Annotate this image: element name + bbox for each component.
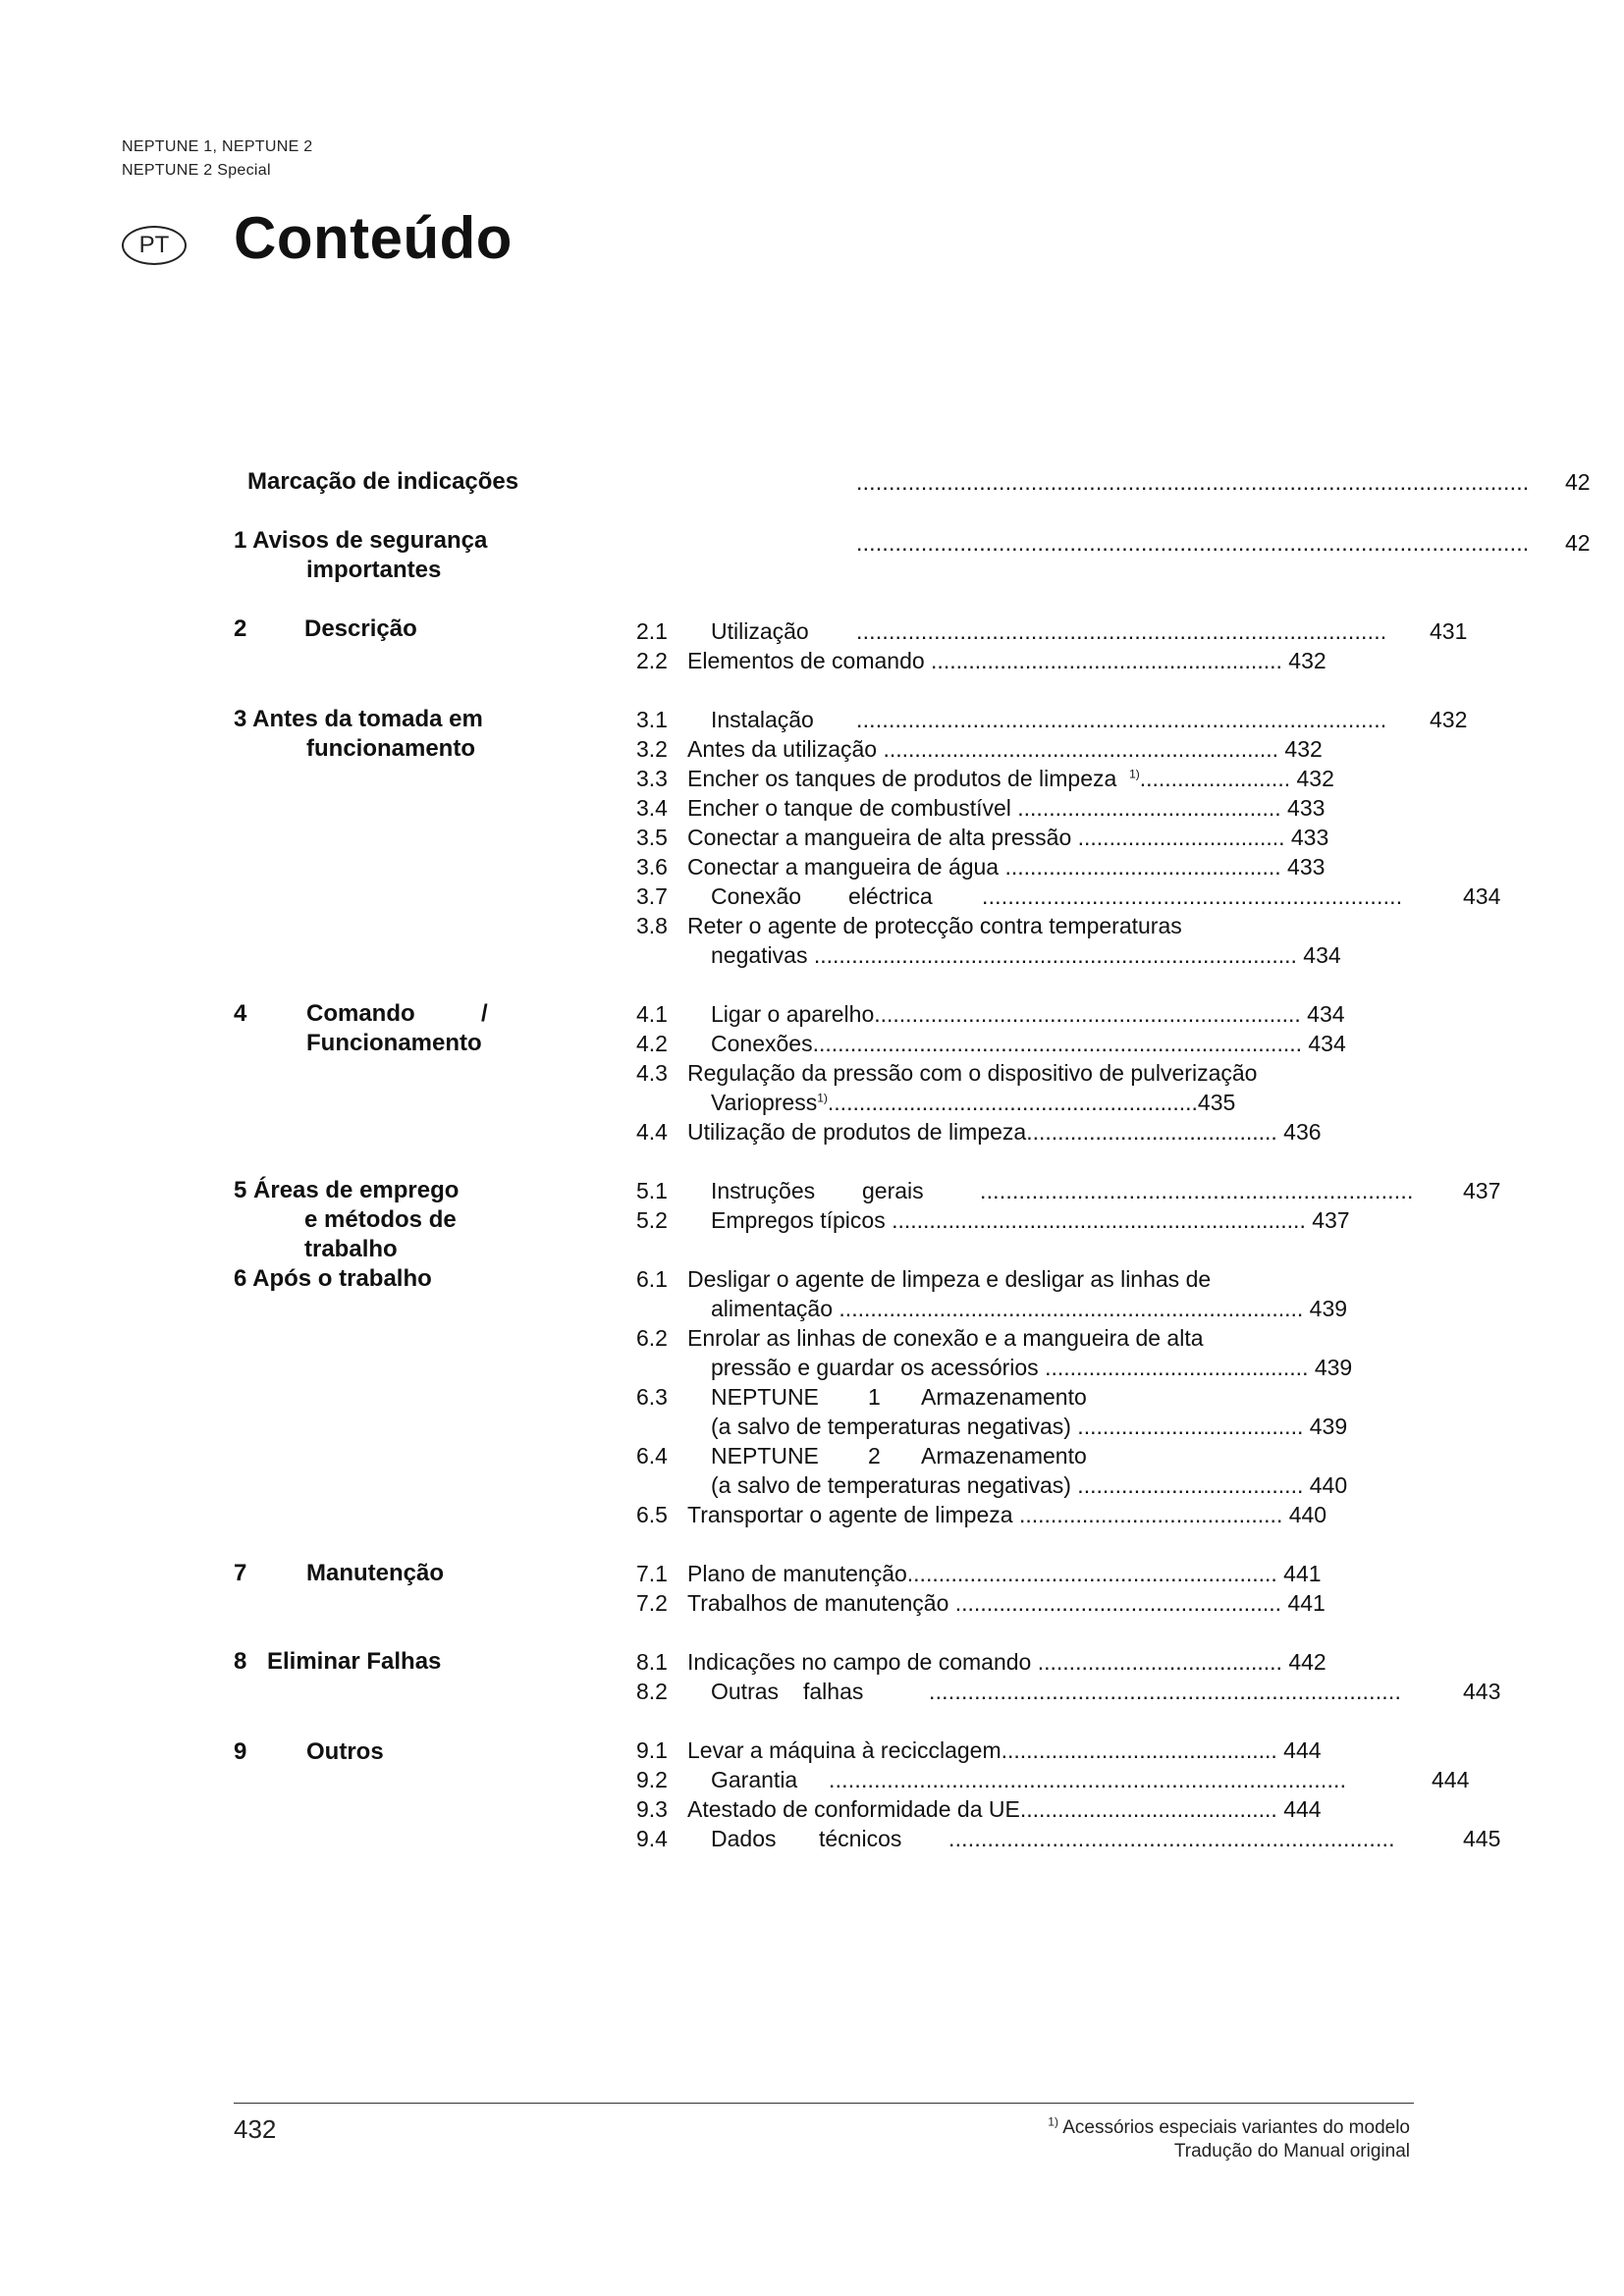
toc-item-8-2-num: 8.2 — [636, 1679, 668, 1704]
model-line-2: NEPTUNE 2 Special — [122, 162, 271, 179]
toc-item-4-4-num: 4.4 — [636, 1119, 668, 1145]
toc-item-2-1-num: 2.1 — [636, 618, 668, 644]
toc-item-9-2-word-a: Garantia — [711, 1767, 798, 1792]
toc-section-5-cont-1: e métodos de — [304, 1206, 457, 1233]
toc-section-4-slash: / — [481, 1000, 488, 1027]
toc-front-marking-page: 42 — [1565, 469, 1591, 495]
toc-item-3-8-cont: negativas ............................................................................. 434 — [711, 942, 1341, 968]
toc-item-4-3-num: 4.3 — [636, 1060, 668, 1086]
toc-item-4-2-num: 4.2 — [636, 1031, 668, 1056]
toc-item-3-1-dots: .................................................................................. — [856, 707, 1387, 732]
toc-item-6-2-text: Enrolar as linhas de conexão e a mangueira de alta — [687, 1325, 1204, 1351]
toc-section-1-dots: ........................................................................................................ — [856, 530, 1530, 556]
toc-item-7-1-num: 7.1 — [636, 1561, 668, 1586]
toc-item-4-2-text: Conexões.............................................................................. 434 — [711, 1031, 1346, 1056]
toc-item-8-2-page: 443 — [1463, 1679, 1501, 1704]
toc-item-3-5-num: 3.5 — [636, 825, 668, 850]
toc-item-6-4-word-a: NEPTUNE — [711, 1443, 819, 1468]
toc-section-8-num: 8 — [234, 1648, 247, 1675]
toc-item-3-3-num: 3.3 — [636, 766, 668, 791]
footer-note — [1048, 2116, 1410, 2140]
toc-section-3-cont: funcionamento — [306, 735, 475, 762]
toc-section-4-word-a: Comando — [306, 1000, 415, 1027]
toc-item-9-4-dots: ..................................................................... — [948, 1826, 1395, 1851]
toc-item-7-1-text: Plano de manutenção........................................................... 441 — [687, 1561, 1322, 1586]
footnote-marker: 1) — [1129, 767, 1140, 781]
toc-item-6-3-num: 6.3 — [636, 1384, 668, 1410]
toc-section-8-title: Eliminar Falhas — [267, 1648, 442, 1675]
toc-item-9-1-num: 9.1 — [636, 1737, 668, 1763]
toc-item-6-5-text: Transportar o agente de limpeza .......................................... 440 — [687, 1502, 1327, 1527]
toc-item-6-1-cont: alimentação .......................................................................... 439 — [711, 1296, 1348, 1321]
toc-item-5-2-text: Empregos típicos .................................................................. 437 — [711, 1207, 1350, 1233]
footer-note-text: Acessórios especiais variantes do modelo — [1062, 2117, 1410, 2138]
toc-section-4-cont: Funcionamento — [306, 1030, 482, 1056]
toc-item-2-1-text: Utilização — [711, 618, 809, 644]
toc-item-6-3-word-c: Armazenamento — [921, 1384, 1087, 1410]
footer-page-number: 432 — [234, 2114, 277, 2144]
toc-item-9-4-word-a: Dados — [711, 1826, 777, 1851]
toc-item-3-3 — [687, 764, 1334, 793]
toc-front-marking-dots: ........................................................................................................ — [856, 469, 1530, 495]
toc-item-4-3-cont-text: Variopress — [711, 1090, 818, 1115]
toc-item-3-1-text: Instalação — [711, 707, 814, 732]
toc-item-3-4-text: Encher o tanque de combustível .......................................... 433 — [687, 795, 1326, 821]
toc-item-3-7-num: 3.7 — [636, 883, 668, 909]
toc-item-5-1-num: 5.1 — [636, 1178, 668, 1203]
toc-item-6-1-num: 6.1 — [636, 1266, 668, 1292]
toc-section-5: 5 Áreas de emprego — [234, 1177, 460, 1203]
toc-item-3-3-text: Encher os tanques de produtos de limpeza — [687, 766, 1117, 791]
toc-item-5-1-word-a: Instruções — [711, 1178, 816, 1203]
toc-item-4-4-text: Utilização de produtos de limpeza........................................ 436 — [687, 1119, 1322, 1145]
toc-item-6-4-cont: (a salvo de temperaturas negativas) .................................... 440 — [711, 1472, 1348, 1498]
toc-item-6-3-word-b: 1 — [868, 1384, 881, 1410]
toc-item-9-4-word-b: técnicos — [819, 1826, 902, 1851]
toc-item-4-3-page: ...........................................................435 — [827, 1090, 1236, 1115]
toc-section-3: 3 Antes da tomada em — [234, 706, 483, 732]
toc-item-9-2-page: 444 — [1432, 1767, 1470, 1792]
language-badge — [122, 226, 187, 265]
toc-item-9-4-num: 9.4 — [636, 1826, 668, 1851]
toc-item-3-7-page: 434 — [1463, 883, 1501, 909]
toc-item-9-1-text: Levar a máquina à recicclagem............................................ 444 — [687, 1737, 1322, 1763]
toc-item-4-1-num: 4.1 — [636, 1001, 668, 1027]
toc-item-3-6-num: 3.6 — [636, 854, 668, 880]
toc-item-3-1-page: 432 — [1430, 707, 1468, 732]
toc-item-6-3-word-a: NEPTUNE — [711, 1384, 819, 1410]
toc-item-5-1-word-b: gerais — [862, 1178, 924, 1203]
toc-item-4-1-text: Ligar o aparelho.................................................................... 434 — [711, 1001, 1345, 1027]
toc-item-5-1-dots: ................................................................... — [980, 1178, 1414, 1203]
toc-section-6: 6 Após o trabalho — [234, 1265, 432, 1292]
toc-item-8-2-word-a: Outras — [711, 1679, 780, 1704]
toc-item-3-7-dots: ................................................................. — [982, 883, 1403, 909]
page-title: Conteúdo — [234, 205, 513, 271]
toc-item-2-1-page: 431 — [1430, 618, 1468, 644]
toc-item-9-2-num: 9.2 — [636, 1767, 668, 1792]
toc-section-4-num: 4 — [234, 1000, 247, 1027]
toc-section-7-num: 7 — [234, 1560, 247, 1586]
toc-item-3-7-word-b: eléctrica — [848, 883, 933, 909]
toc-item-9-3-text: Atestado de conformidade da UE......................................... 444 — [687, 1796, 1322, 1822]
toc-section-1-page: 42 — [1565, 530, 1591, 556]
toc-item-6-1-text: Desligar o agente de limpeza e desligar as linhas de — [687, 1266, 1212, 1292]
toc-item-4-3-cont — [711, 1088, 1235, 1117]
toc-item-3-2-num: 3.2 — [636, 736, 668, 762]
toc-item-7-2-num: 7.2 — [636, 1590, 668, 1616]
toc-section-2-num: 2 — [234, 615, 247, 642]
toc-item-5-1-page: 437 — [1463, 1178, 1501, 1203]
toc-item-3-8-num: 3.8 — [636, 913, 668, 938]
toc-item-6-4-word-b: 2 — [868, 1443, 881, 1468]
toc-item-6-4-word-c: Armazenamento — [921, 1443, 1087, 1468]
toc-item-3-4-num: 3.4 — [636, 795, 668, 821]
toc-item-3-5-text: Conectar a mangueira de alta pressão ................................. 433 — [687, 825, 1329, 850]
toc-item-5-2-num: 5.2 — [636, 1207, 668, 1233]
language-badge-label: PT — [138, 232, 170, 258]
footer-translation-note: Tradução do Manual original — [1173, 2141, 1410, 2162]
toc-item-9-2-dots: ................................................................................ — [829, 1767, 1347, 1792]
toc-item-3-8-text: Reter o agente de protecção contra temperaturas — [687, 913, 1182, 938]
footnote-marker: 1) — [817, 1091, 828, 1105]
toc-item-6-3-cont: (a salvo de temperaturas negativas) .................................... 439 — [711, 1414, 1348, 1439]
toc-section-7-title: Manutenção — [306, 1560, 445, 1586]
toc-item-2-2-num: 2.2 — [636, 648, 668, 673]
toc-section-1-cont: importantes — [306, 557, 442, 583]
toc-item-9-4-page: 445 — [1463, 1826, 1501, 1851]
toc-section-9-num: 9 — [234, 1738, 247, 1765]
toc-item-3-1-num: 3.1 — [636, 707, 668, 732]
toc-section-9-title: Outros — [306, 1738, 384, 1765]
toc-item-9-3-num: 9.3 — [636, 1796, 668, 1822]
model-line-1: NEPTUNE 1, NEPTUNE 2 — [122, 138, 313, 155]
toc-section-5-cont-2: trabalho — [304, 1236, 398, 1262]
toc-item-6-5-num: 6.5 — [636, 1502, 668, 1527]
toc-item-6-4-num: 6.4 — [636, 1443, 668, 1468]
toc-item-4-3-text: Regulação da pressão com o dispositivo de pulverização — [687, 1060, 1258, 1086]
toc-item-2-1-dots: .................................................................................. — [856, 618, 1387, 644]
toc-item-3-7-word-a: Conexão — [711, 883, 802, 909]
toc-item-8-1-num: 8.1 — [636, 1649, 668, 1675]
toc-item-8-2-dots: ......................................................................... — [929, 1679, 1402, 1704]
toc-item-8-2-word-b: falhas — [803, 1679, 864, 1704]
toc-item-2-2-text: Elementos de comando ........................................................ 432 — [687, 648, 1326, 673]
toc-item-3-6-text: Conectar a mangueira de água ............................................ 433 — [687, 854, 1326, 880]
toc-item-7-2-text: Trabalhos de manutenção .................................................... 441 — [687, 1590, 1326, 1616]
toc-item-6-2-cont: pressão e guardar os acessórios .......................................... 439 — [711, 1355, 1353, 1380]
toc-front-marking: Marcação de indicações — [247, 468, 519, 495]
toc-item-3-3-page: ........................ 432 — [1139, 766, 1334, 791]
toc-section-2-title: Descrição — [304, 615, 417, 642]
toc-item-3-2-text: Antes da utilização ............................................................... 432 — [687, 736, 1323, 762]
toc-item-8-1-text: Indicações no campo de comando ....................................... 442 — [687, 1649, 1326, 1675]
toc-section-1: 1 Avisos de segurança — [234, 527, 488, 554]
toc-item-6-2-num: 6.2 — [636, 1325, 668, 1351]
footer-divider — [234, 2103, 1414, 2104]
footnote-marker: 1) — [1048, 2114, 1058, 2129]
